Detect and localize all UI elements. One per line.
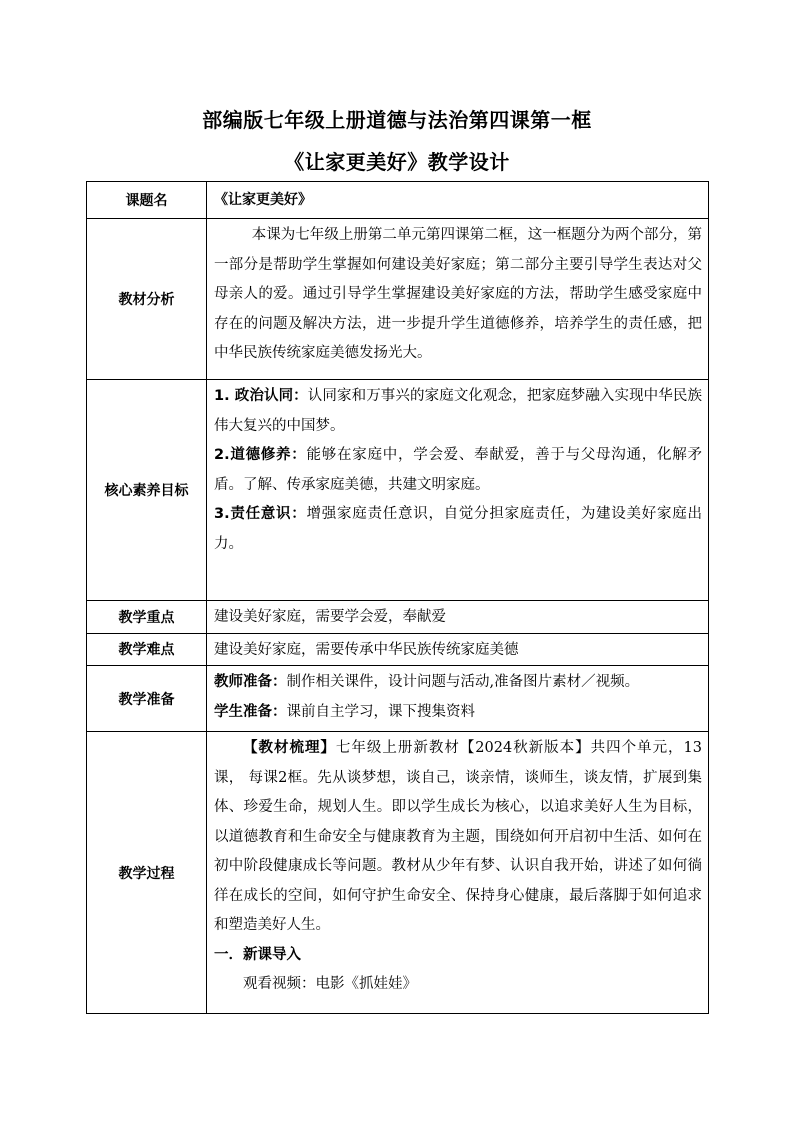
analysis-text: 本课为七年级上册第二单元第四课第二框，这一框题分为两个部分，第一部分是帮助学生掌握如何建设美好家庭；第二部分主要引导学生表达对父母亲人的爱。通过引导学生掌握建设美好家庭的方法，帮助学生感受家庭中存在的问题及解决方法，进一步提升学生道德修养，培养学生的责任感，把中华民族传统家庭美德发扬光大。 — [207, 219, 709, 380]
objective-item: 3.责任意识：增强家庭责任意识，自觉分担家庭责任，为建设美好家庭出力。 — [214, 506, 702, 552]
key-point-text: 建设美好家庭，需要学会爱，奉献爱 — [207, 601, 709, 634]
topic-value: 《让家更美好》 — [207, 182, 709, 219]
preparation-label: 教学准备 — [87, 666, 207, 732]
table-row-analysis — [87, 219, 709, 380]
table-row-key-point — [87, 601, 709, 634]
objective-item: 1. 政治认同：认同家和万事兴的家庭文化观念，把家庭梦融入实现中华民族伟大复兴的中国梦。 — [214, 388, 702, 434]
table-row-preparation — [87, 666, 709, 732]
teacher-preparation: 教师准备：制作相关课件，设计问题与活动,准备图片素材／视频。 — [214, 674, 640, 690]
table-row-difficulty — [87, 633, 709, 666]
process-text — [207, 732, 709, 1014]
objectives-label: 核心素养目标 — [87, 380, 207, 601]
preparation-text — [207, 666, 709, 732]
analysis-label: 教材分析 — [87, 219, 207, 380]
table-row-process — [87, 732, 709, 1014]
process-label: 教学过程 — [87, 732, 207, 1014]
section-text: 观看视频：电影《抓娃娃》 — [243, 976, 417, 992]
difficulty-text: 建设美好家庭，需要传承中华民族传统家庭美德 — [207, 633, 709, 666]
document-title-line2: 《让家更美好》教学设计 — [284, 150, 510, 174]
student-preparation: 学生准备：课前自主学习，课下搜集资料 — [214, 703, 475, 720]
document-title-line1: 部编版七年级上册道德与法治第四课第一框 — [202, 108, 592, 132]
topic-label: 课题名 — [87, 182, 207, 219]
table-row-topic — [87, 182, 709, 219]
difficulty-label: 教学难点 — [87, 633, 207, 666]
section-heading: 一．新课导入 — [214, 946, 301, 963]
lesson-plan-table — [86, 181, 709, 1014]
process-intro: 【教材梳理】七年级上册新教材【2024秋新版本】共四个单元，13课， 每课2框。先从谈梦想，谈自己，谈亲情，谈师生，谈友情，扩展到集体、珍爱生命，规划人生。即以学生成长为核心，以追求美好人生为目标，以道德教育和生命安全与健康教育为主题，围绕如何开启初中生活、如何在初中阶段健康成长等问题。教材从少年有梦、认识自我开始，讲述了如何徜徉在成长的空间，如何守护生命安全、保持身心健康，最后落脚于如何追求和塑造美好人生。 — [214, 740, 702, 933]
table-row-objectives — [87, 380, 709, 601]
objective-item: 2.道德修养：能够在家庭中，学会爱、奉献爱，善于与父母沟通，化解矛盾。了解、传承家庭美德，共建文明家庭。 — [214, 447, 702, 493]
objectives-list — [207, 380, 709, 601]
key-point-label: 教学重点 — [87, 601, 207, 634]
